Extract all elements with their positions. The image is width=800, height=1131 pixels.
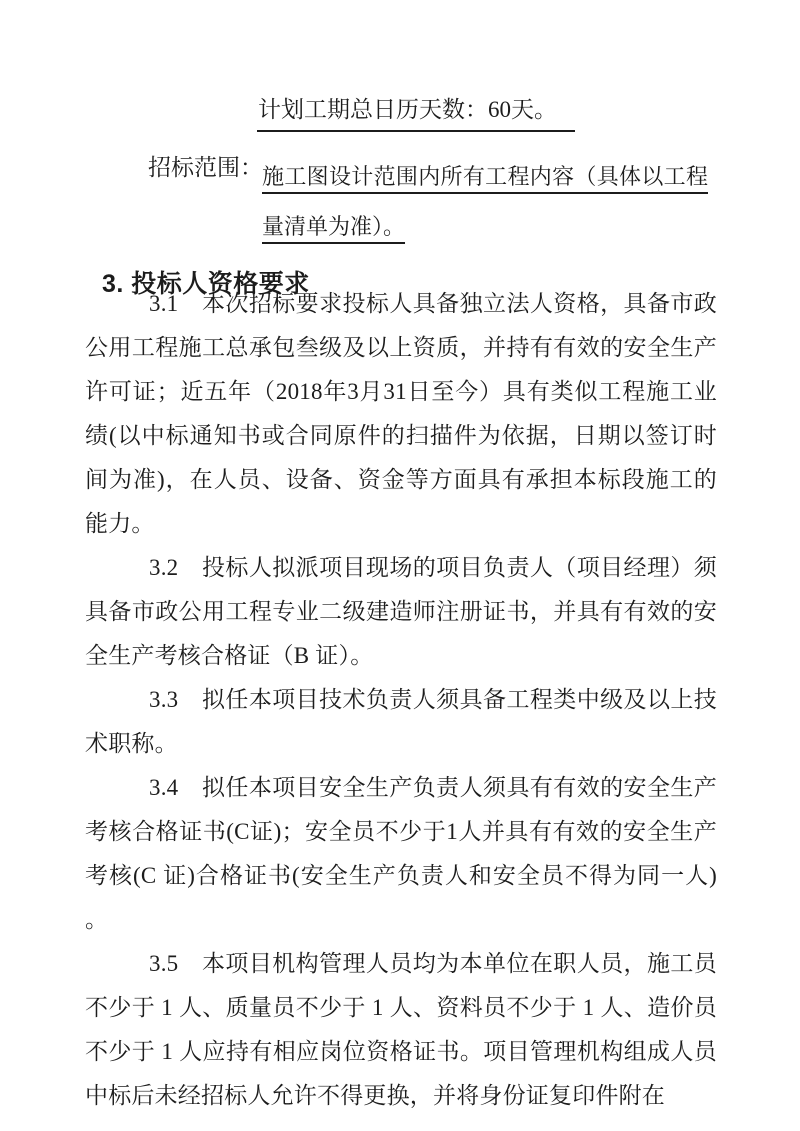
scope-value [262, 152, 708, 252]
body-text [85, 282, 717, 1118]
duration-line-text: 计划工期总日历天数：60天。 [257, 94, 575, 132]
scope-value-text: 施工图设计范围内所有工程内容（具体以工程量清单为准）。 [262, 164, 708, 239]
paragraph-3-4: 3.4 拟任本项目安全生产负责人须具有有效的安全生产考核合格证书(C证)；安全员不少于1人并具有有效的安全生产考核(C 证)合格证书(安全生产负责人和安全员不得为同一人) 。 [85, 775, 717, 932]
paragraph-3-3: 3.3 拟任本项目技术负责人须具备工程类中级及以上技术职称。 [85, 687, 717, 756]
scope-label: 招标范围： [148, 155, 263, 180]
paragraph-3-1: 3.1 本次招标要求投标人具备独立法人资格，具备市政公用工程施工总承包叁级及以上资质，并持有有效的安全生产许可证；近五年（2018年3月31日至今）具有类似工程施工业绩(以中标通知书或合同原件的扫描件为依据，日期以签订时间为准)，在人员、设备、资金等方面具有承担本标段施工的能力。 [85, 291, 717, 536]
duration-line [257, 94, 575, 132]
section-heading: 3. 投标人资格要求 [102, 270, 310, 298]
paragraph-3-2: 3.2 投标人拟派项目现场的项目负责人（项目经理）须具备市政公用工程专业二级建造师注册证书，并具有有效的安全生产考核合格证（B 证）。 [85, 555, 717, 668]
paragraph-3-5: 3.5 本项目机构管理人员均为本单位在职人员，施工员不少于 1 人、质量员不少于 1 人、资料员不少于 1 人、造价员不少于 1 人应持有相应岗位资格证书。项目管理机构组成人员中标后未经招标人允许不得更换，并将身份证复印件附在 [85, 951, 717, 1108]
